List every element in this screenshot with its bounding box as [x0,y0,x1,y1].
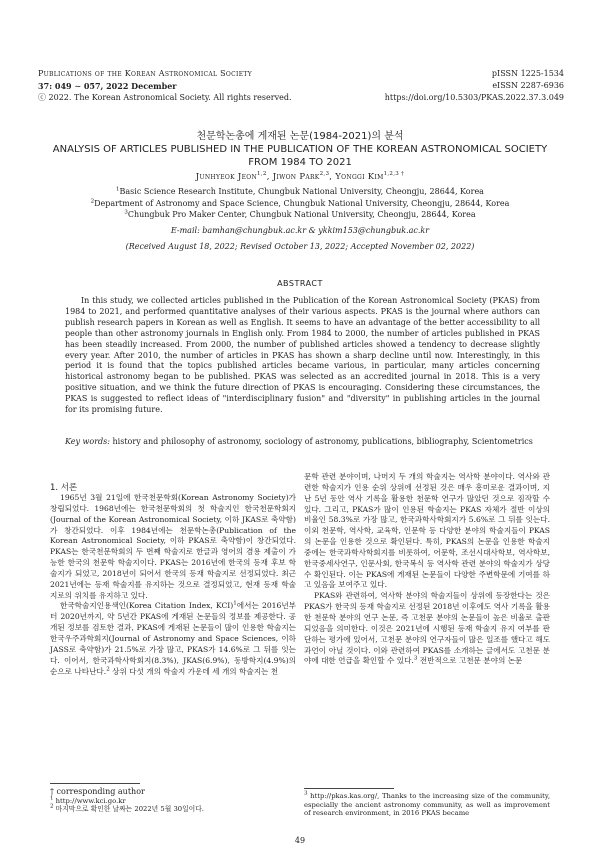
affiliation-1: $^1$Basic Science Research Institute, Chungbuk National University, Cheongju, 28644, Korea [116,186,484,196]
author-list: Junhyeok Jeon$^{1,2}$, Jiwon Park$^{2,3}$, Yonggi Kim$^{1,2,3}$ † [195,171,405,182]
running-header-left [38,68,291,104]
pissn: pISSN 1225-1534 [491,69,564,78]
footnotes-left [50,788,296,814]
abstract-text: In this study, we collected articles published in the Publication of the Korean Astronomical Society (PKAS) from 1984 to 2021, and performed quantitative analyses of their various aspects. PKAS is the journal where authors can publish research papers in Korean as well as English. It seems to have an advantage of the better accessibility to all people than other astronomy journals in English only. From 1984 to 2000, the number of articles published in PKAS has been steadily increased. From 2000, the number of published articles showed a tendency to decrease slightly every year. After 2010, the number of articles in PKAS has shown a sharp decline until now. Interestingly, in this period it is found that the topics published articles became various, in particular, many articles concerning historical astronomy began to be published. PKAS was selected as an accredited journal in 2018. This is a very positive situation, and we think the future direction of PKAS is encouraging. Considering these circumstances, the PKAS is suggested to reflect ideas of "interdisciplinary fusion" and "diversity" in publishing articles in the journal for its promising future. [65,296,540,415]
title-english-line1: ANALYSIS OF ARTICLES PUBLISHED IN THE PUBLICATION OF THE KOREAN ASTRONOMICAL SOCIETY [52,144,548,155]
paragraph: 1965년 3월 21일에 한국천문학회(Korean Astronomy Society)가 창립되었다. 1968년에는 한국천문학회의 첫 학술지인 한국천문학회지(Journal of the Korean Astronomical Society, 이하 JKAS로 축약함)가 창간되었다. 이후 1984년에는 천문학논총(Publication of the Korean Astronomical Society, 이하 PKAS로 축약함)이 창간되었다. PKAS는 한국천문학회의 두 번째 학술지로 한글과 영어의 겸용 제출이 가능한 한국의 천문학 학술지이다. PKAS는 2016년에 한국의 등재 후보 학술지가 되었고, 2018년이 되어서 한국의 등재 학술지로 선정되었다. 최근 2021년에는 등재 학술지를 유지하는 것으로 결정되었고, 현재 등재 학술지로의 위치를 유지하고 있다. [50,493,296,600]
page-number: 49 [294,836,306,845]
doi-link[interactable]: https://doi.org/10.5303/PKAS.2022.37.3.049 [384,93,564,102]
keywords-text: history and philosophy of astronomy, sociology of astronomy, publications, bibliography, Scientometrics [112,437,533,446]
abstract-body [65,296,540,416]
keywords-label: Key words: [65,437,110,446]
footnote-1: $^1$ http://www.kci.go.kr [50,795,126,805]
section-heading: 1. 서론 [50,483,78,493]
affiliation-3: $^3$Chungbuk Pro Maker Center, Chungbuk National University, Cheongju, 28644, Korea [124,209,476,219]
abstract-heading: ABSTRACT [277,279,323,288]
title-english-line2: FROM 1984 TO 2021 [248,157,352,168]
footnote-3: $^3$ http://pkas.kas.org/, Thanks to the increasing size of the community, especially the ancient astronomy community, as well as improvement of research environment, in 2016 PKAS became [304,790,550,818]
volume-line: 37: 049 ∼ 057, 2022 December [38,81,177,91]
footnote-rule [50,783,140,784]
paragraph: PKAS와 관련하여, 역사학 분야의 학술지들이 상위에 등장한다는 것은 PKAS가 한국의 등재 학술지로 선정된 2018년 이후에도 역사 기록을 활용한 천문학 분야의 연구 논문, 즉 고천문 분야의 논문들이 높은 비율로 출판되었음을 의미한다. 이것은 2021년에 시행된 등재 학술지 유지 여부를 판단하는 평가에 있어서, 고천문 분야의 연구자들이 많은 일조를 했다고 해도 과언이 아닐 것이다. 이와 관련하여 PKAS를 소개하는 글에서도 고천문 분야에 대한 언급을 확인할 수 있다.$^3$ 전반적으로 고천문 분야의 논문 [304,591,550,666]
author-name: Jiwon Park [272,172,320,182]
affiliations [40,186,560,221]
footnotes-right [304,788,550,818]
eissn: eISSN 2287-6936 [492,81,564,90]
journal-name: Publications of the Korean Astronomical Society [38,69,252,78]
paragraph: 문학 관련 분야이며, 나머지 두 개의 학술지는 역사학 분야이다. 역사와 관련한 학술지가 인용 순위 상위에 선정된 것은 매우 흥미로운 결과이며, 지난 5년 동안 역사 기록을 활용한 천문학 연구가 많았던 것으로 짐작할 수 있다. 그리고, PKAS가 많이 인용된 학술지는 PKAS 자체가 절반 이상의 비율인 58.3%로 가장 많고, 한국과학사학회지가 5.6%로 그 뒤를 잇는다. 이외 천문학, 역사학, 교육학, 인문학 등 다양한 분야의 학술지들이 PKAS의 논문을 인용한 것으로 확인된다. 특히, PKAS의 논문을 인용한 학술지 중에는 한국과학사학회지를 비롯하여, 어문학, 조선시대사학보, 역사학보, 한국중세사연구, 인문사회, 한국복식 등 역사학 관련 분야의 학술지가 상당수 확인된다. 이는 PKAS에 게재된 논문들이 다양한 주변학문에 기여를 하고 있음을 보여주고 있다. [304,472,550,590]
paper-title [40,130,560,169]
paragraph: 한국학술지인용색인(Korea Citation Index, KCI)$^1$에서는 2016년부터 2020년까지, 약 5년간 PKAS에 게재된 논문들의 정보를 제공한다. 공개된 정보를 검토한 결과, PKAS에 게재된 논문들이 많이 인용한 학술지는 한국우주과학회지(Journal of Astronomy and Space Sciences, 이하 JASS로 축약함)가 21.5%로 가장 많고, PKAS가 14.6%로 그 뒤를 잇는다. 이어서, 한국과학사학회지(8.3%), JKAS(6.9%), 동방학지(4.9%)의 순으로 나타난다.$^2$ 상위 다섯 개의 학술지 가운데 세 개의 학술지는 천 [50,600,297,676]
copyright-line: ⓒ 2022. The Korean Astronomical Society. All rights reserved. [38,93,292,102]
author-name: Yonggi Kim [335,172,384,182]
column-left [50,493,296,677]
running-header-right [385,68,564,104]
footnote-2: $^2$ 마지막으로 확인한 날짜는 2022년 5월 30일이다. [50,803,204,814]
author-name: Junhyeok Jeon [195,172,258,182]
keywords [65,437,540,448]
footnote-rule [304,788,394,789]
column-right [304,472,550,667]
affiliation-2: $^2$Department of Astronomy and Space Science, Chungbuk National University, Cheongju, 28644, Korea [90,197,510,208]
contact-email: E-mail: bamhan@chungbuk.ac.kr & ykkim153@chungbuk.ac.kr [170,226,430,235]
footnote-link[interactable]: http://www.kci.go.kr [55,796,126,805]
title-korean: 천문학논총에 게재된 논문(1984-2021)의 분석 [196,131,404,142]
corresponding-author-note: † corresponding author [50,787,145,796]
received-dates: (Received August 18, 2022; Revised October 13, 2022; Accepted November 02, 2022) [125,242,475,251]
